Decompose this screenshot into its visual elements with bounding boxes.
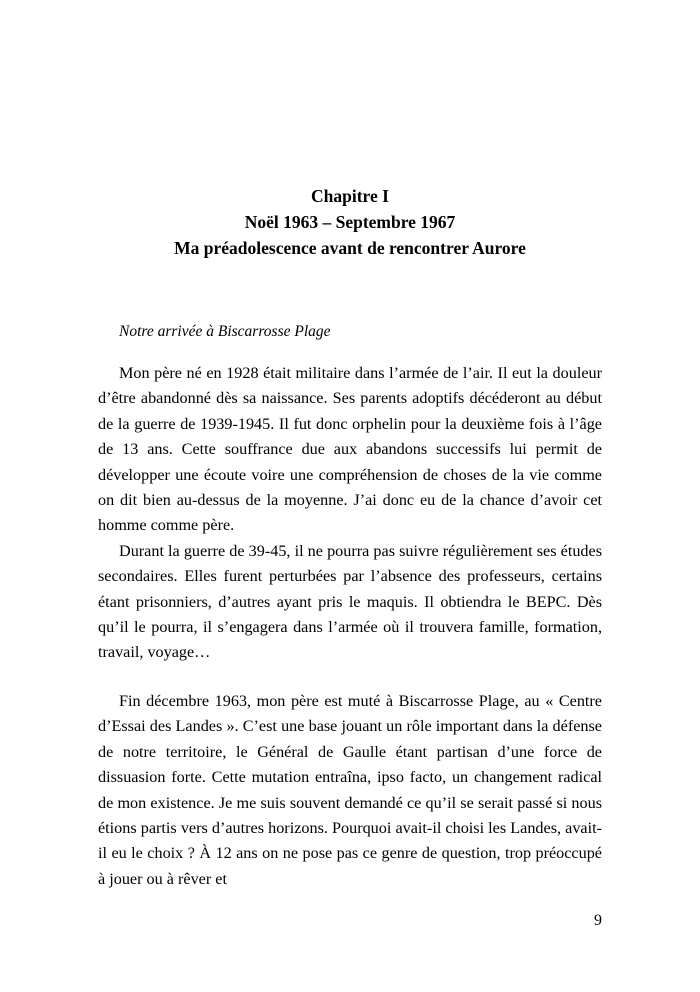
chapter-heading-line-3: Ma préadolescence avant de rencontrer Aurore [174, 238, 526, 258]
chapter-heading-line-2: Noël 1963 – Septembre 1967 [244, 212, 456, 232]
page-number: 9 [594, 912, 602, 929]
paragraph: Fin décembre 1963, mon père est muté à Biscarrosse Plage, au « Centre d’Essai des Landes ». C’est une base jouant un rôle important dans la défense de notre territoire, le Général de Gaulle étant partisan d’une force de dissuasion forte. Cette mutation entraîna, ipso facto, un changement radical de mon existence. Je me suis souvent demandé ce qu’il se serait passé si nous étions partis vers d’autres horizons. Pourquoi avait-il choisi les Landes, avait-il eu le choix ? À 12 ans on ne pose pas ce genre de question, trop préoccupé à jouer ou à rêver et [98, 691, 602, 888]
paragraph: Durant la guerre de 39-45, il ne pourra pas suivre régulièrement ses études secondaires. Elles furent perturbées par l’absence des professeurs, certains étant prisonniers, d’autres ayant pris le maquis. Il obtiendra le BEPC. Dès qu’il le pourra, il s’engagera dans l’armée où il trouvera famille, formation, travail, voyage… [98, 541, 602, 662]
chapter-heading [98, 183, 602, 261]
body-block-one [98, 361, 602, 666]
paragraph: Mon père né en 1928 était militaire dans l’armée de l’air. Il eut la douleur d’être abandonné dès sa naissance. Ses parents adoptifs décéderont au début de la guerre de 1939-1945. Il fut donc orphelin pour la deuxième fois à l’âge de 13 ans. Cette souffrance due aux abandons successifs lui permit de développer une écoute voire une compréhension de choses de la vie comme on dit bien au-dessus de la moyenne. J’ai donc eu de la chance d’avoir cet homme comme père. [98, 364, 602, 535]
chapter-heading-line-1: Chapitre I [311, 186, 389, 206]
body-block-two [98, 689, 602, 892]
section-subtitle: Notre arrivée à Biscarrosse Plage [119, 323, 331, 340]
